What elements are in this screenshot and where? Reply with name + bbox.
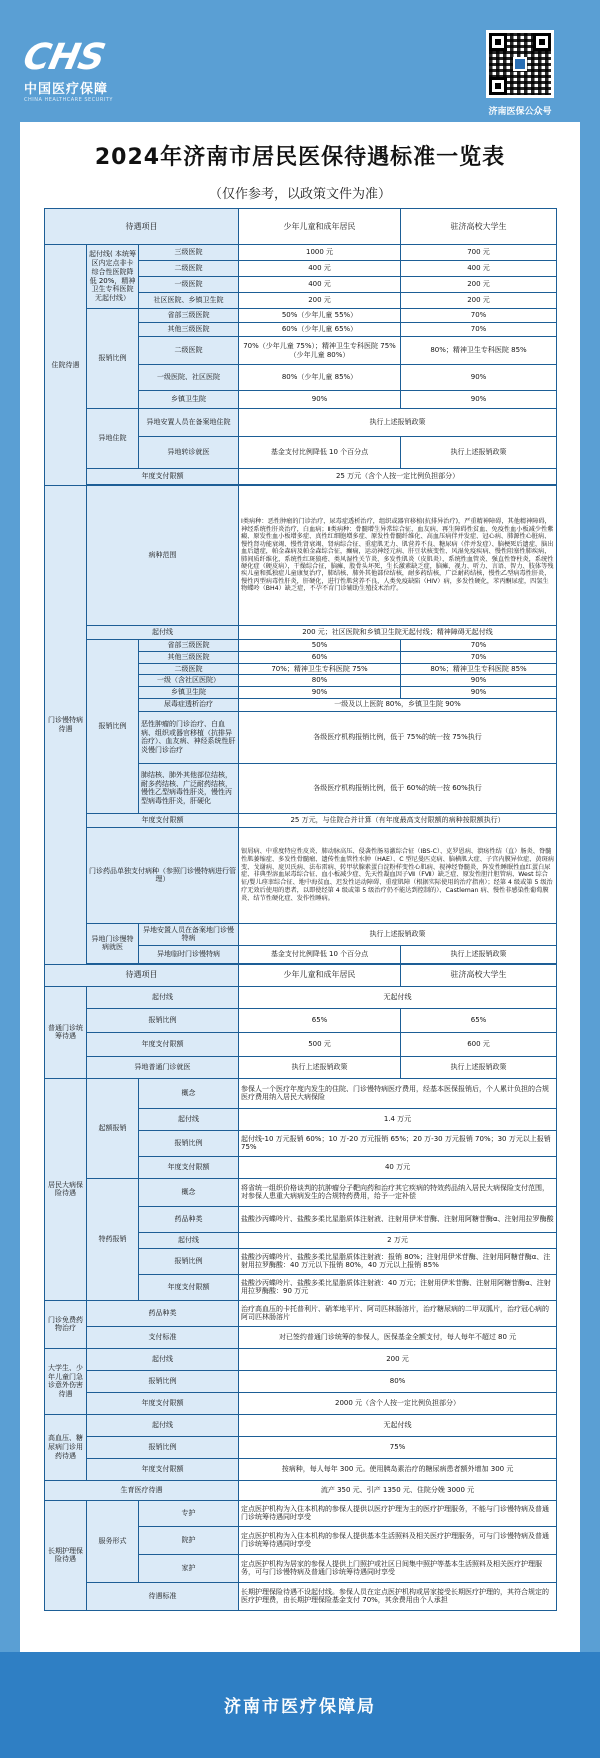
cell-value: 治疗高血压的卡托普利片、硝苯地平片、阿司匹林肠溶片，治疗糖尿病的二甲双胍片，治疗冠心病的阿司匹林肠溶片 <box>239 1300 557 1326</box>
cell-value: 定点医护机构为居家的参保人提供上门照护或社区日间集中照护等基本生活照料及相关医疗护理服务，可与门诊慢特病及普通门诊统筹待遇同时享受 <box>239 1554 557 1582</box>
row-label: 起付线 <box>139 1232 239 1248</box>
cell-value: 将省统一组织价格谈判的抗肿瘤分子靶向药和治疗其它疾病的特效药品纳入居民大病保险支付范围，对参保人患重大病病发生的合规特药费用，给予一定补偿 <box>239 1178 557 1206</box>
row-label: 生育医疗待遇 <box>45 1480 239 1500</box>
cell-value: 600 元 <box>401 1032 557 1056</box>
cell-value: 700 元 <box>401 245 557 261</box>
cell-value: 1000 元 <box>239 245 401 261</box>
drug-disease-text: 银屑病、中重度特应性皮炎、肺动脉高压、侵袭性肠易激综合征（IBS-C）、克罗恩病、溃疡性结（直）肠炎、脊髓性肌萎缩症、多发性骨髓瘤、遗传性血管性水肿（HAE）、C 型尼曼匹克病、脑横肌大症、子宫内膜异位症、黄斑病变、戈谢病、庞贝氏病、法布雷病、转甲状腺素蛋白淀粉样变性心肌病、视神经脊髓炎、阵发性睡眠性血红蛋白尿症、非典型溶血尿毒综合征、血小板减少症、先天性凝血因子Ⅶ（FⅦ）缺乏症、原发性胆汁胆管病、West 综合征/婴儿痉挛综合征、地中海贫血、迟发性运动障碍、重症肌障（根据实际使用的治疗指南）；经第 4 级或第 5 级治疗无效后使用的患者，以即使经第 4 级或第 5 级治疗仍不能达到控制的）、Castleman 病、慢性非感染性葡萄膜炎、结节性硬化症、发作性睡病。 <box>239 827 557 923</box>
cell-value: 200 元 <box>239 293 401 309</box>
cell-value: 70% <box>401 309 557 323</box>
row-label: 起付线 <box>87 1348 239 1370</box>
cell-value: 90% <box>239 391 401 409</box>
cell-value: 400 元 <box>239 277 401 293</box>
cell-value: 定点医护机构为入住本机构的参保人提供基本生活照料及相关医疗护理服务，可与门诊慢特病及普通门诊统筹待遇同时享受 <box>239 1526 557 1554</box>
inpatient-ratio-label: 报销比例 <box>87 309 139 409</box>
section-hypertension-diabetes: 高血压、糖尿病门诊用药待遇 <box>45 1414 87 1480</box>
cell-value: 流产 350 元、引产 1350 元、住院分娩 3000 元 <box>239 1480 557 1500</box>
cell-value: 无起付线 <box>239 1414 557 1436</box>
cell-value: 70% <box>401 323 557 337</box>
header-col-students: 驻济高校大学生 <box>401 209 557 245</box>
row-label: 药品种类 <box>87 1300 239 1326</box>
row-label: 异地临时门诊慢特病 <box>139 945 239 963</box>
critical-sub-label: 特药报销 <box>87 1178 139 1300</box>
care-service-label: 服务形式 <box>87 1500 139 1582</box>
cell-value: 200 元 <box>401 277 557 293</box>
row-label: 年度支付限额 <box>87 813 239 827</box>
cell-value: 盐酸沙丙蝶呤片、盐酸多柔比星脂质体注射液：报销 80%；注射用伊米苷酶、注射用阿糖苷酶α、注射用拉罗酶酸：40 万元以下报销 80%，40 万元以上报销 85% <box>239 1248 557 1274</box>
row-label: 报销比例 <box>139 1130 239 1156</box>
cell-value: 65% <box>239 1008 401 1032</box>
section-accident: 大学生、少年儿童门急诊意外伤害待遇 <box>45 1348 87 1414</box>
cell-value: 80% <box>239 675 401 687</box>
row-label: 乡镇卫生院 <box>139 391 239 409</box>
cell-value: 200 元；社区医院和乡镇卫生院无起付线；精神障碍无起付线 <box>239 626 557 640</box>
cell-value: 80%；精神卫生专科医院 85% <box>401 663 557 675</box>
row-label: 药品种类 <box>139 1206 239 1232</box>
cell-value: 80%；精神卫生专科医院 85% <box>401 337 557 365</box>
row-label: 起付线 <box>87 626 239 640</box>
cell-value: 参保人一个医疗年度内发生的住院、门诊慢特病医疗费用，经基本医保报销后，个人累计负担的合规医疗费用纳入居民大病保险 <box>239 1078 557 1108</box>
row-label: 三级医院 <box>139 245 239 261</box>
cell-value: 60%（少年儿童 65%） <box>239 323 401 337</box>
row-label: 一级医院、社区医院 <box>139 365 239 391</box>
cell-value: 500 元 <box>239 1032 401 1056</box>
row-label: 其他三级医院 <box>139 651 239 663</box>
cell-value: 1.4 万元 <box>239 1108 557 1130</box>
row-label: 概念 <box>139 1078 239 1108</box>
cell-value: 70% <box>401 640 557 652</box>
cell-value: 200 元 <box>401 293 557 309</box>
row-label: 年度支付限额 <box>87 1032 239 1056</box>
cell-value: 执行上述报销政策 <box>401 1056 557 1078</box>
header-col-residents: 少年儿童和成年居民 <box>239 964 401 986</box>
cell-value: 200 元 <box>239 1348 557 1370</box>
content-panel <box>20 122 580 1652</box>
row-label: 报销比例 <box>87 1370 239 1392</box>
page-title: 2024年济南市居民医保待遇标准一览表 <box>94 145 506 170</box>
row-label: 异地安置人员在备案地住院 <box>139 409 239 437</box>
row-label: 家护 <box>139 1554 239 1582</box>
cell-value: 执行上述报销政策 <box>401 437 557 469</box>
row-label: 省部三级医院 <box>139 309 239 323</box>
row-label: 一级（含社区医院） <box>139 675 239 687</box>
row-label: 专护 <box>139 1500 239 1526</box>
header-col-residents: 少年儿童和成年居民 <box>239 209 401 245</box>
row-label: 院护 <box>139 1526 239 1554</box>
critical-sub-label: 起额报销 <box>87 1078 139 1178</box>
section-free-drugs: 门诊免费药物治疗 <box>45 1300 87 1348</box>
row-label: 年度支付限额 <box>87 469 239 485</box>
header-col-students: 驻济高校大学生 <box>401 964 557 986</box>
cell-value: 60% <box>239 651 401 663</box>
row-label: 年度支付限额 <box>139 1156 239 1178</box>
cell-value: 定点医护机构为入住本机构的参保人提供以医疗护理为主的医疗护理服务，不能与门诊慢特病及普通门诊统筹待遇同时享受 <box>239 1500 557 1526</box>
cell-value: 50%（少年儿童 55%） <box>239 309 401 323</box>
row-label: 省部三级医院 <box>139 640 239 652</box>
cell-value: 90% <box>401 365 557 391</box>
page-footer <box>0 1652 600 1758</box>
row-label: 其他三级医院 <box>139 323 239 337</box>
row-label: 二级医院 <box>139 663 239 675</box>
row-label: 概念 <box>139 1178 239 1206</box>
row-label: 起付线 <box>139 1108 239 1130</box>
row-label: 社区医院、乡镇卫生院 <box>139 293 239 309</box>
row-label: 恶性肿瘤的门诊治疗、白血病、组织或器官移植（抗排异治疗）、血友病、神经系统性肝炎慢门诊治疗 <box>139 711 239 763</box>
cell-value: 90% <box>401 687 557 699</box>
cell-value: 起付线-10 万元报销 60%；10 万-20 万元报销 65%；20 万-30 万元报销 70%；30 万元以上报销 75% <box>239 1130 557 1156</box>
inpatient-deductible-label: 起付线( 本统筹区内定点非卡综合性医院降低 20%，精神卫生专科医院无起付线） <box>87 245 139 309</box>
row-label: 起付线 <box>87 1414 239 1436</box>
logo-english-text: CHINA HEALTHCARE SECURITY <box>24 97 113 103</box>
row-label: 异地普通门诊就医 <box>87 1056 239 1078</box>
row-label: 年度支付限额 <box>87 1392 239 1414</box>
row-label: 报销比例 <box>87 1008 239 1032</box>
cell-value: 400 元 <box>239 261 401 277</box>
logo-chinese-text: 中国医疗保障 <box>24 82 109 97</box>
section-chronic-outpatient: 门诊慢特病待遇 <box>45 486 87 965</box>
cell-value: 25 万元，与住院合并计算（有年度最高支付限额的病种按限额执行） <box>239 813 557 827</box>
cell-value: 基金支付比例降低 10 个百分点 <box>239 945 401 963</box>
logo-mark: CHS <box>19 37 108 78</box>
cell-value: 执行上述报销政策 <box>401 945 557 963</box>
row-label: 尿毒症透析治疗 <box>139 698 239 711</box>
page-subtitle: （仅作参考，以政策文件为准） <box>208 187 391 202</box>
cell-value: 90% <box>401 675 557 687</box>
cell-value: 2000 元（含个人按一定比例负担部分） <box>239 1392 557 1414</box>
row-label: 年度支付限额 <box>87 1458 239 1480</box>
row-label: 起付线 <box>87 986 239 1008</box>
row-label: 二级医院 <box>139 261 239 277</box>
cell-value: 90% <box>401 391 557 409</box>
row-label: 异地转诊就医 <box>139 437 239 469</box>
row-label: 支付标准 <box>87 1326 239 1348</box>
cell-value: 盐酸沙丙蝶呤片、盐酸多柔比星脂质体注射液、注射用伊米苷酶、注射用阿糖苷酶α、注射用拉罗酶酸 <box>239 1206 557 1232</box>
cell-value: 70%；精神卫生专科医院 75% <box>239 663 401 675</box>
row-label: 报销比例 <box>87 1436 239 1458</box>
chronic-ratio-label: 报销比例 <box>87 640 139 814</box>
page-header <box>0 0 600 120</box>
cell-value: 按病种，每人每年 300 元。使用胰岛素治疗的糖尿病患者额外增加 300 元 <box>239 1458 557 1480</box>
cell-value: 80%（少年儿童 85%） <box>239 365 401 391</box>
header-item: 待遇项目 <box>45 209 239 245</box>
cell-value: 各级医疗机构报销比例，低于 75%的统一按 75%执行 <box>239 711 557 763</box>
cell-value: 2 万元 <box>239 1232 557 1248</box>
footer-organization: 济南市医疗保障局 <box>224 1697 376 1717</box>
cell-value: 盐酸沙丙蝶呤片、盐酸多柔比星脂质体注射液：40 万元；注射用伊米苷酶、注射用阿糖苷酶α、注射用拉罗酶酸：90 万元 <box>239 1274 557 1300</box>
row-label: 肺结核、肺外其他部位结核，耐多药结核、广泛耐药结核，慢性乙型病毒性肝炎，慢性丙型病毒性肝炎，肝硬化 <box>139 763 239 813</box>
cell-value: 25 万元（含个人按一定比例负担部分） <box>239 469 557 485</box>
cell-value: 75% <box>239 1436 557 1458</box>
row-label: 异地安置人员在备案地门诊慢特病 <box>139 923 239 945</box>
cell-value: 70%（少年儿童 75%）；精神卫生专科医院 75%（少年儿童 80%） <box>239 337 401 365</box>
section-general-outpatient: 普通门诊统筹待遇 <box>45 986 87 1078</box>
cell-value: 80% <box>239 1370 557 1392</box>
row-label: 二级医院 <box>139 337 239 365</box>
row-label: 年度支付限额 <box>139 1274 239 1300</box>
cell-value: 70% <box>401 651 557 663</box>
cell-value: 无起付线 <box>239 986 557 1008</box>
chronic-remote-label: 异地门诊慢特病就医 <box>87 923 139 963</box>
section-critical-illness: 居民大病保险待遇 <box>45 1078 87 1300</box>
cell-value: 对已签约普通门诊统筹的参保人，医保基金全额支付，每人每年不超过 80 元 <box>239 1326 557 1348</box>
cell-value: 执行上述报销政策 <box>239 1056 401 1078</box>
cell-value: 40 万元 <box>239 1156 557 1178</box>
qr-code-icon <box>486 30 554 98</box>
inpatient-remote-label: 异地住院 <box>87 409 139 469</box>
cell-value: 50% <box>239 640 401 652</box>
row-label: 乡镇卫生院 <box>139 687 239 699</box>
cell-value: 400 元 <box>401 261 557 277</box>
cell-value: 各级医疗机构报销比例，低于 60%的统一按 60%执行 <box>239 763 557 813</box>
benefits-table <box>44 208 557 1611</box>
qr-caption: 济南医保公众号 <box>488 107 552 117</box>
row-label: 待遇标准 <box>87 1582 239 1610</box>
header-item: 待遇项目 <box>45 964 239 986</box>
cell-value: 基金支付比例降低 10 个百分点 <box>239 437 401 469</box>
chs-logo <box>19 37 124 103</box>
cell-value: 90% <box>239 687 401 699</box>
section-long-term-care: 长期护理保险待遇 <box>45 1500 87 1610</box>
cell-value: 一级及以上医院 80%，乡镇卫生院 90% <box>239 698 557 711</box>
disease-scope-text: Ⅰ类病种：恶性肿瘤的门诊治疗，尿毒症透析治疗，组织或器官移植(抗排异治疗)，严重精神障碍，其他精神障碍，神经系统性肝炎治疗，白血病；Ⅱ类病种：骨髓增生异常综合征、血友病、再生障碍性贫血、免疫性血小板减少性紫癜、原发性血小板增多症、真性红细胞增多症、原发性骨髓纤维化、高血压病伴并发症、冠心病、肺源性心脏病、慢性肾功能衰竭、慢性肾衰竭、肾病综合征、重症肌无力、肌营养不良、糖尿病（伴并发症）、脑梗死后遗症、脑出血后遗症，帕金森病及帕金森综合征，癫痫，运动神经元病、肝豆状核变性、风湿免疫疾病、慢性阻塞性肺疾病，肺间质纤维化，系统性红斑狼疮、类风湿性关节炎、多发性肌炎（皮肌炎），系统性血管炎、强直性脊柱炎，系统性硬化症（硬皮病），干燥综合征，脑瘫、股骨头坏死，生长激素缺乏症，脑瘫、视力、听力、言语、智力、肢体等残疾儿童和孤独症儿童康复治疗，肺结核、肺外其他部位结核，耐多药结核，广泛耐药结核，慢性乙型病毒性肝炎，慢性丙型病毒性肝炎，肝硬化，进行性肌营养不良，人类免疫缺陷（HIV）病，多发性硬化，苯丙酮尿症，四氢生物蝶呤（BH4）缺乏症，不孕不育门诊辅助生殖技术治疗。 <box>239 486 557 626</box>
row-label: 门诊药品单独支付病种（参照门诊慢特病进行管理） <box>87 827 239 923</box>
section-inpatient: 住院待遇 <box>45 245 87 486</box>
cell-value: 执行上述报销政策 <box>239 409 557 437</box>
cell-value: 执行上述报销政策 <box>239 923 557 945</box>
row-label: 病种范围 <box>87 486 239 626</box>
row-label: 一级医院 <box>139 277 239 293</box>
cell-value: 65% <box>401 1008 557 1032</box>
row-label: 报销比例 <box>139 1248 239 1274</box>
cell-value: 长期护理保险待遇不设起付线。参保人员在定点医护机构或居家接受长期医疗护理的，其符合规定的医疗护理费，由长期护理保险基金支付 70%，其余费用由个人承担 <box>239 1582 557 1610</box>
